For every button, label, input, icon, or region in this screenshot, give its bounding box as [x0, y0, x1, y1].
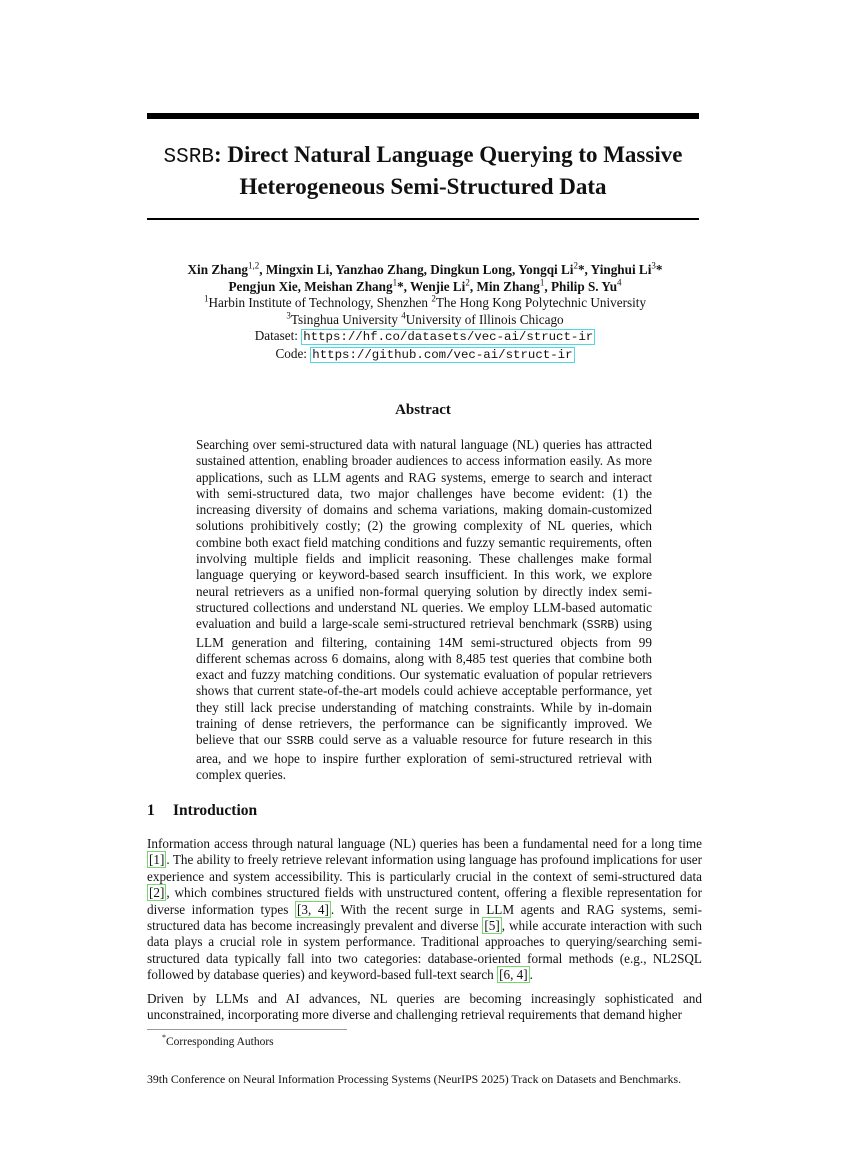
- author-separator: ,: [259, 262, 266, 277]
- code-line: [120, 346, 730, 364]
- abstract-part-3: could serve as a valuable resource for future research in this area, and we hope to inspire further exploration of semi-structured retrieval with complex queries.: [196, 732, 652, 782]
- citation-link[interactable]: [6, 4]: [499, 967, 528, 983]
- author-name: Wenjie Li: [410, 278, 466, 294]
- section-title: Introduction: [173, 802, 258, 819]
- code-link[interactable]: https://github.com/vec-ai/struct-ir: [312, 347, 573, 362]
- dataset-link[interactable]: https://hf.co/datasets/vec-ai/struct-ir: [303, 330, 594, 344]
- author-name: Meishan Zhang: [304, 278, 393, 294]
- author-line-1: [120, 262, 730, 279]
- intro-paragraph-1: [147, 836, 702, 984]
- code-label: Code:: [275, 345, 311, 361]
- author-name: Min Zhang: [476, 278, 540, 294]
- author-name: Yinghui Li: [590, 262, 652, 277]
- title-bottom-rule: [147, 218, 699, 220]
- author-separator: ,: [329, 262, 336, 277]
- author-name: Xin Zhang: [187, 262, 249, 277]
- affiliation-sup: 2: [431, 293, 436, 304]
- abstract-ssrb-1: SSRB: [586, 619, 615, 633]
- author-name: Yanzhao Zhang: [335, 262, 424, 277]
- citation-link[interactable]: [3, 4]: [296, 901, 329, 917]
- section-number: 1: [147, 802, 155, 819]
- title-system-name: SSRB: [163, 146, 214, 169]
- affiliation-uic: University of Illinois Chicago: [405, 311, 564, 327]
- affiliation-polyu: The Hong Kong Polytechnic University: [435, 295, 647, 310]
- author-separator: ,: [423, 262, 431, 277]
- footnote-text: Corresponding Authors: [166, 1035, 274, 1048]
- intro-text-segment: Information access through natural language (NL) queries has been a fundamental need for a long time: [147, 836, 702, 851]
- author-name: Dingkun Long: [430, 262, 512, 277]
- title-line2: Heterogeneous Semi-Structured Data: [239, 174, 607, 199]
- affiliation-sup: 4: [401, 310, 406, 321]
- affiliation-line-1: [120, 295, 730, 312]
- author-name: Mingxin Li: [265, 262, 330, 277]
- intro-text-segment: , while accurate interaction with such data plays a crucial role in system performance. Traditional approaches to querying/searching semi-structured data typically fall into two categories: database-oriented formal methods (e.g., NL2SQL followed by database queries) and keyword-based full-text search: [147, 918, 702, 983]
- author-affiliation-sup: 1,2: [248, 260, 260, 271]
- affiliation-sup: 3: [286, 310, 291, 321]
- intro-text-segment: . With the recent surge in LLM agents and RAG systems, semi-structured data has become increasingly prevalent and diverse: [147, 901, 702, 934]
- abstract-text: [196, 437, 652, 783]
- author-name: Pengjun Xie: [228, 278, 298, 294]
- footnote-mark: *: [162, 1033, 166, 1042]
- author-affiliation-sup: 1: [392, 277, 398, 288]
- author-separator: ,: [512, 262, 519, 277]
- affiliation-hit: Harbin Institute of Technology, Shenzhen: [208, 295, 432, 310]
- paper-title: [147, 140, 699, 201]
- author-name: Yongqi Li: [518, 262, 574, 277]
- author-affiliation-sup: 2: [465, 277, 470, 288]
- author-separator: ,: [297, 278, 305, 294]
- title-top-rule: [147, 113, 699, 119]
- author-separator: ,: [544, 278, 551, 294]
- citation-link[interactable]: [1]: [149, 852, 165, 868]
- affiliation-line-2: [120, 312, 730, 329]
- intro-text-segment: . The ability to freely retrieve relevant information using language has profound implications for user experience and system accessibility. This is particularly crucial in the context of semi-structured data: [147, 852, 702, 884]
- author-affiliation-sup: 3: [651, 260, 656, 271]
- author-separator: *,: [397, 278, 411, 294]
- citation-link[interactable]: [5]: [484, 918, 500, 934]
- author-block: [120, 262, 730, 363]
- affiliation-tsinghua: Tsinghua University: [290, 311, 402, 327]
- abstract-ssrb-2: SSRB: [286, 735, 314, 749]
- abstract-part-1: Searching over semi-structured data with natural language (NL) queries has attracted sustained attention, enabling broader audiences to access information easily. As more applications, such as LLM agents and RAG systems, emerge to search and interact with semi-structured data, two major challenges have become evident: (1) the increasing diversity of domains and schema variations, making domain-customized solutions prohibitively costly; (2) the growing complexity of NL queries, which combine both exact field matching conditions and fuzzy semantic requirements, often involving multiple fields and implicit reasoning. These challenges make formal language querying or keyword-based search insufficient. In this work, we explore neural retrievers as a unified non-formal querying solution by directly index semi-structured collections and understand NL queries. We employ LLM-based automatic evaluation and build a large-scale semi-structured retrieval benchmark (: [196, 437, 652, 632]
- author-affiliation-sup: 1: [539, 277, 545, 288]
- author-affiliation-sup: 2: [573, 260, 578, 271]
- intro-paragraph-2: Driven by LLMs and AI advances, NL queries are becoming increasingly sophisticated and unconstrained, incorporating more diverse and challenging retrieval requirements that demand higher: [147, 991, 702, 1023]
- section-heading-introduction: [147, 802, 699, 820]
- abstract-part-2: ) using LLM generation and filtering, containing 14M semi-structured objects from 99 different schemas across 6 domains, along with 8,485 test queries that combine both exact and fuzzy matching conditions. Our systematic evaluation of popular retrievers shows that current state-of-the-art models could achieve acceptable performance, yet they still lack precise understanding of matching constraints. While by in-domain training of dense retrievers, the performance can be significantly improved. We believe that our: [196, 616, 652, 748]
- abstract-heading: Abstract: [395, 402, 451, 418]
- author-separator: *,: [577, 262, 591, 277]
- title-line1: : Direct Natural Language Querying to Massive: [213, 142, 683, 167]
- author-affiliation-sup: 4: [617, 277, 622, 288]
- footnote: [162, 1033, 274, 1048]
- footnote-rule: [147, 1029, 347, 1030]
- citation-link[interactable]: [2]: [149, 885, 165, 901]
- author-separator: *: [655, 262, 663, 277]
- intro-text-segment: .: [529, 967, 533, 983]
- venue-footer: 39th Conference on Neural Information Processing Systems (NeurIPS 2025) Track on Datasets and Benchmarks.: [147, 1072, 682, 1086]
- dataset-label: Dataset:: [254, 328, 302, 343]
- dataset-line: [120, 328, 730, 346]
- author-name: Philip S. Yu: [550, 278, 618, 294]
- author-line-2: [120, 279, 730, 296]
- author-separator: ,: [469, 278, 477, 294]
- affiliation-sup: 1: [203, 293, 209, 304]
- intro-text-segment: , which combines structured fields with unstructured content, offering a flexible representation for diverse information types: [147, 885, 702, 917]
